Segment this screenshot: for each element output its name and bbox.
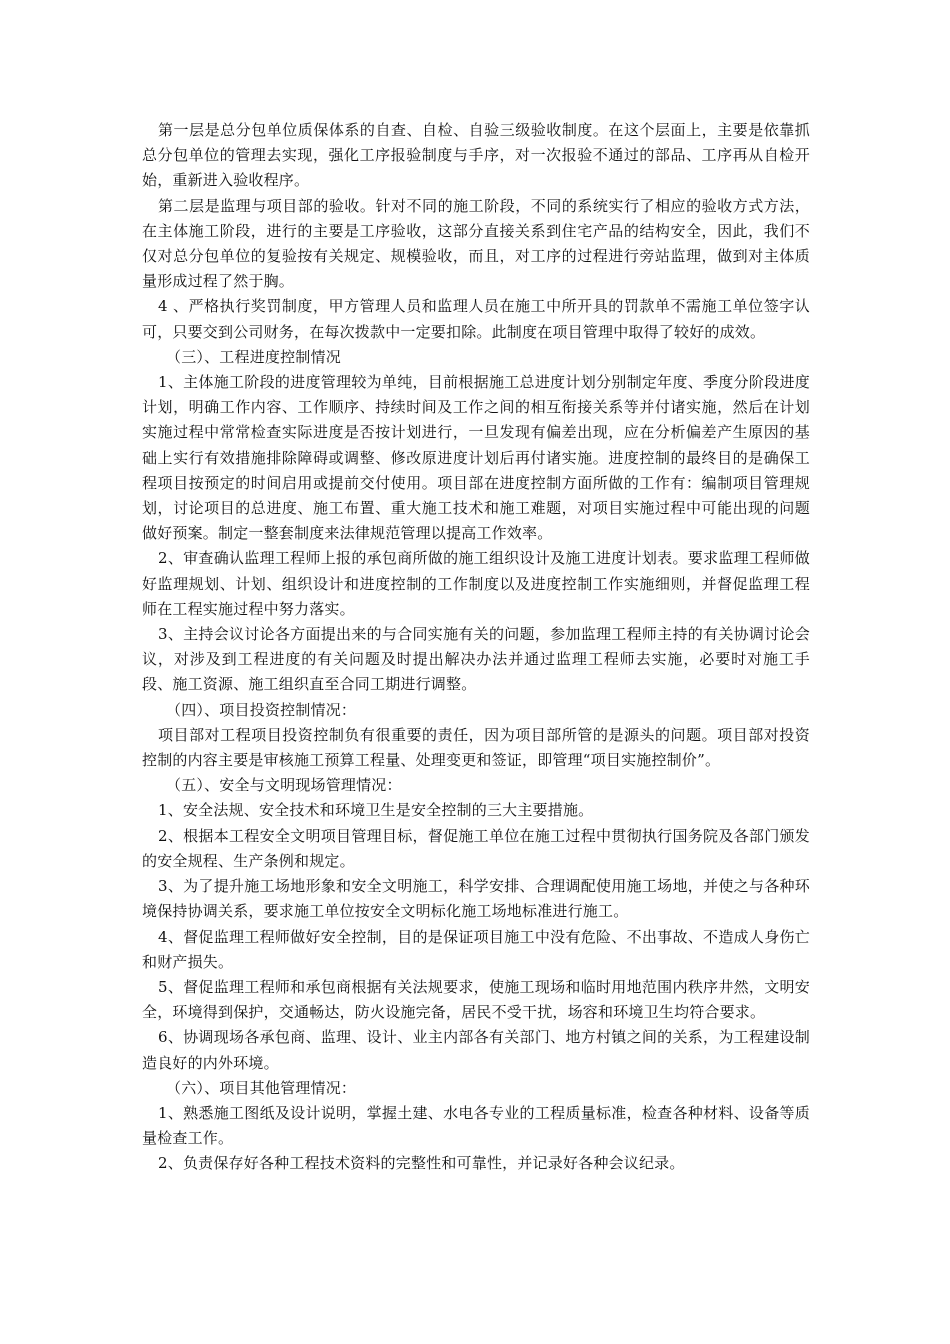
paragraph: 5、督促监理工程师和承包商根据有关法规要求，使施工现场和临时用地范围内秩序井然，文明安全，环境得到保护，交通畅达，防火设施完备，居民不受干扰，场容和环境卫生均符合要求。 xyxy=(142,977,810,1022)
paragraph: 1、熟悉施工图纸及设计说明，掌握土建、水电各专业的工程质量标准，检查各种材料、设备等质量检查工作。 xyxy=(142,1103,810,1148)
paragraph: 1、主体施工阶段的进度管理较为单纯，目前根据施工总进度计划分别制定年度、季度分阶段进度计划，明确工作内容、工作顺序、持续时间及工作之间的相互衔接关系等并付诸实施，然后在计划实施过程中常常检查实际进度是否按计划进行，一旦发现有偏差出现，应在分析偏差产生原因的基础上实行有效措施排除障碍或调整、修改原进度计划后再付诸实施。进度控制的最终目的是确保工程项目按预定的时间启用或提前交付使用。项目部在进度控制方面所做的工作有：编制项目管理规划，讨论项目的总进度、施工布置、重大施工技术和施工难题，对项目实施过程中可能出现的问题做好预案。制定一整套制度来法律规范管理以提高工作效率。 xyxy=(142,373,810,543)
paragraph: 3、为了提升施工场地形象和安全文明施工，科学安排、合理调配使用施工场地，并使之与各种环境保持协调关系，要求施工单位按安全文明标化施工场地标准进行施工。 xyxy=(142,877,810,921)
paragraph: 项目部对工程项目投资控制负有很重要的责任，因为项目部所管的是源头的问题。项目部对投资控制的内容主要是审核施工预算工程量、处理变更和签证，即管理“项目实施控制价”。 xyxy=(142,725,810,770)
section-heading: （四）、项目投资控制情况： xyxy=(166,700,357,719)
paragraph: 2、负责保存好各种工程技术资料的完整性和可靠性，并记录好各种会议纪录。 xyxy=(158,1154,685,1173)
paragraph: 2、审查确认监理工程师上报的承包商所做的施工组织设计及施工进度计划表。要求监理工程师做好监理规划、计划、组织设计和进度控制的工作制度以及进度控制工作实施细则，并督促监理工程师在工程实施过程中努力落实。 xyxy=(142,549,810,618)
paragraph: 第二层是监理与项目部的验收。针对不同的施工阶段，不同的系统实行了相应的验收方式方法，在主体施工阶段，进行的主要是工序验收，这部分直接关系到住宅产品的结构安全，因此，我们不仅对总分包单位的复验按有关规定、规模验收，而且，对工序的过程进行旁站监理，做到对主体质量形成过程了然于胸。 xyxy=(142,196,810,291)
paragraph: 2、根据本工程安全文明项目管理目标，督促施工单位在施工过程中贯彻执行国务院及各部门颁发的安全规程、生产条例和规定。 xyxy=(142,826,810,870)
section-heading: （六）、项目其他管理情况： xyxy=(166,1078,357,1097)
paragraph: 4、督促监理工程师做好安全控制，目的是保证项目施工中没有危险、不出事故、不造成人身伤亡和财产损失。 xyxy=(142,927,810,971)
paragraph: 6、协调现场各承包商、监理、设计、业主内部各有关部门、地方村镇之间的关系，为工程建设制造良好的内外环境。 xyxy=(142,1028,810,1072)
document-page xyxy=(142,118,810,1177)
section-heading: （五）、安全与文明现场管理情况： xyxy=(166,776,402,795)
section-heading: （三）、工程进度控制情况 xyxy=(166,347,341,366)
paragraph: 1、安全法规、安全技术和环境卫生是安全控制的三大主要措施。 xyxy=(158,801,594,820)
paragraph: 3、主持会议讨论各方面提出来的与合同实施有关的问题，参加监理工程师主持的有关协调讨论会议，对涉及到工程进度的有关问题及时提出解决办法并通过监理工程师去实施，必要时对施工手段、施工资源、施工组织直至合同工期进行调整。 xyxy=(142,625,810,694)
paragraph: 第一层是总分包单位质保体系的自查、自检、自验三级验收制度。在这个层面上，主要是依靠抓总分包单位的管理去实现，强化工序报验制度与手序，对一次报验不通过的部品、工序再从自检开始，重新进入验收程序。 xyxy=(142,121,810,190)
paragraph: 4 、严格执行奖罚制度，甲方管理人员和监理人员在施工中所开具的罚款单不需施工单位签字认可，只要交到公司财务，在每次拨款中一定要扣除。此制度在项目管理中取得了较好的成效。 xyxy=(142,297,810,341)
